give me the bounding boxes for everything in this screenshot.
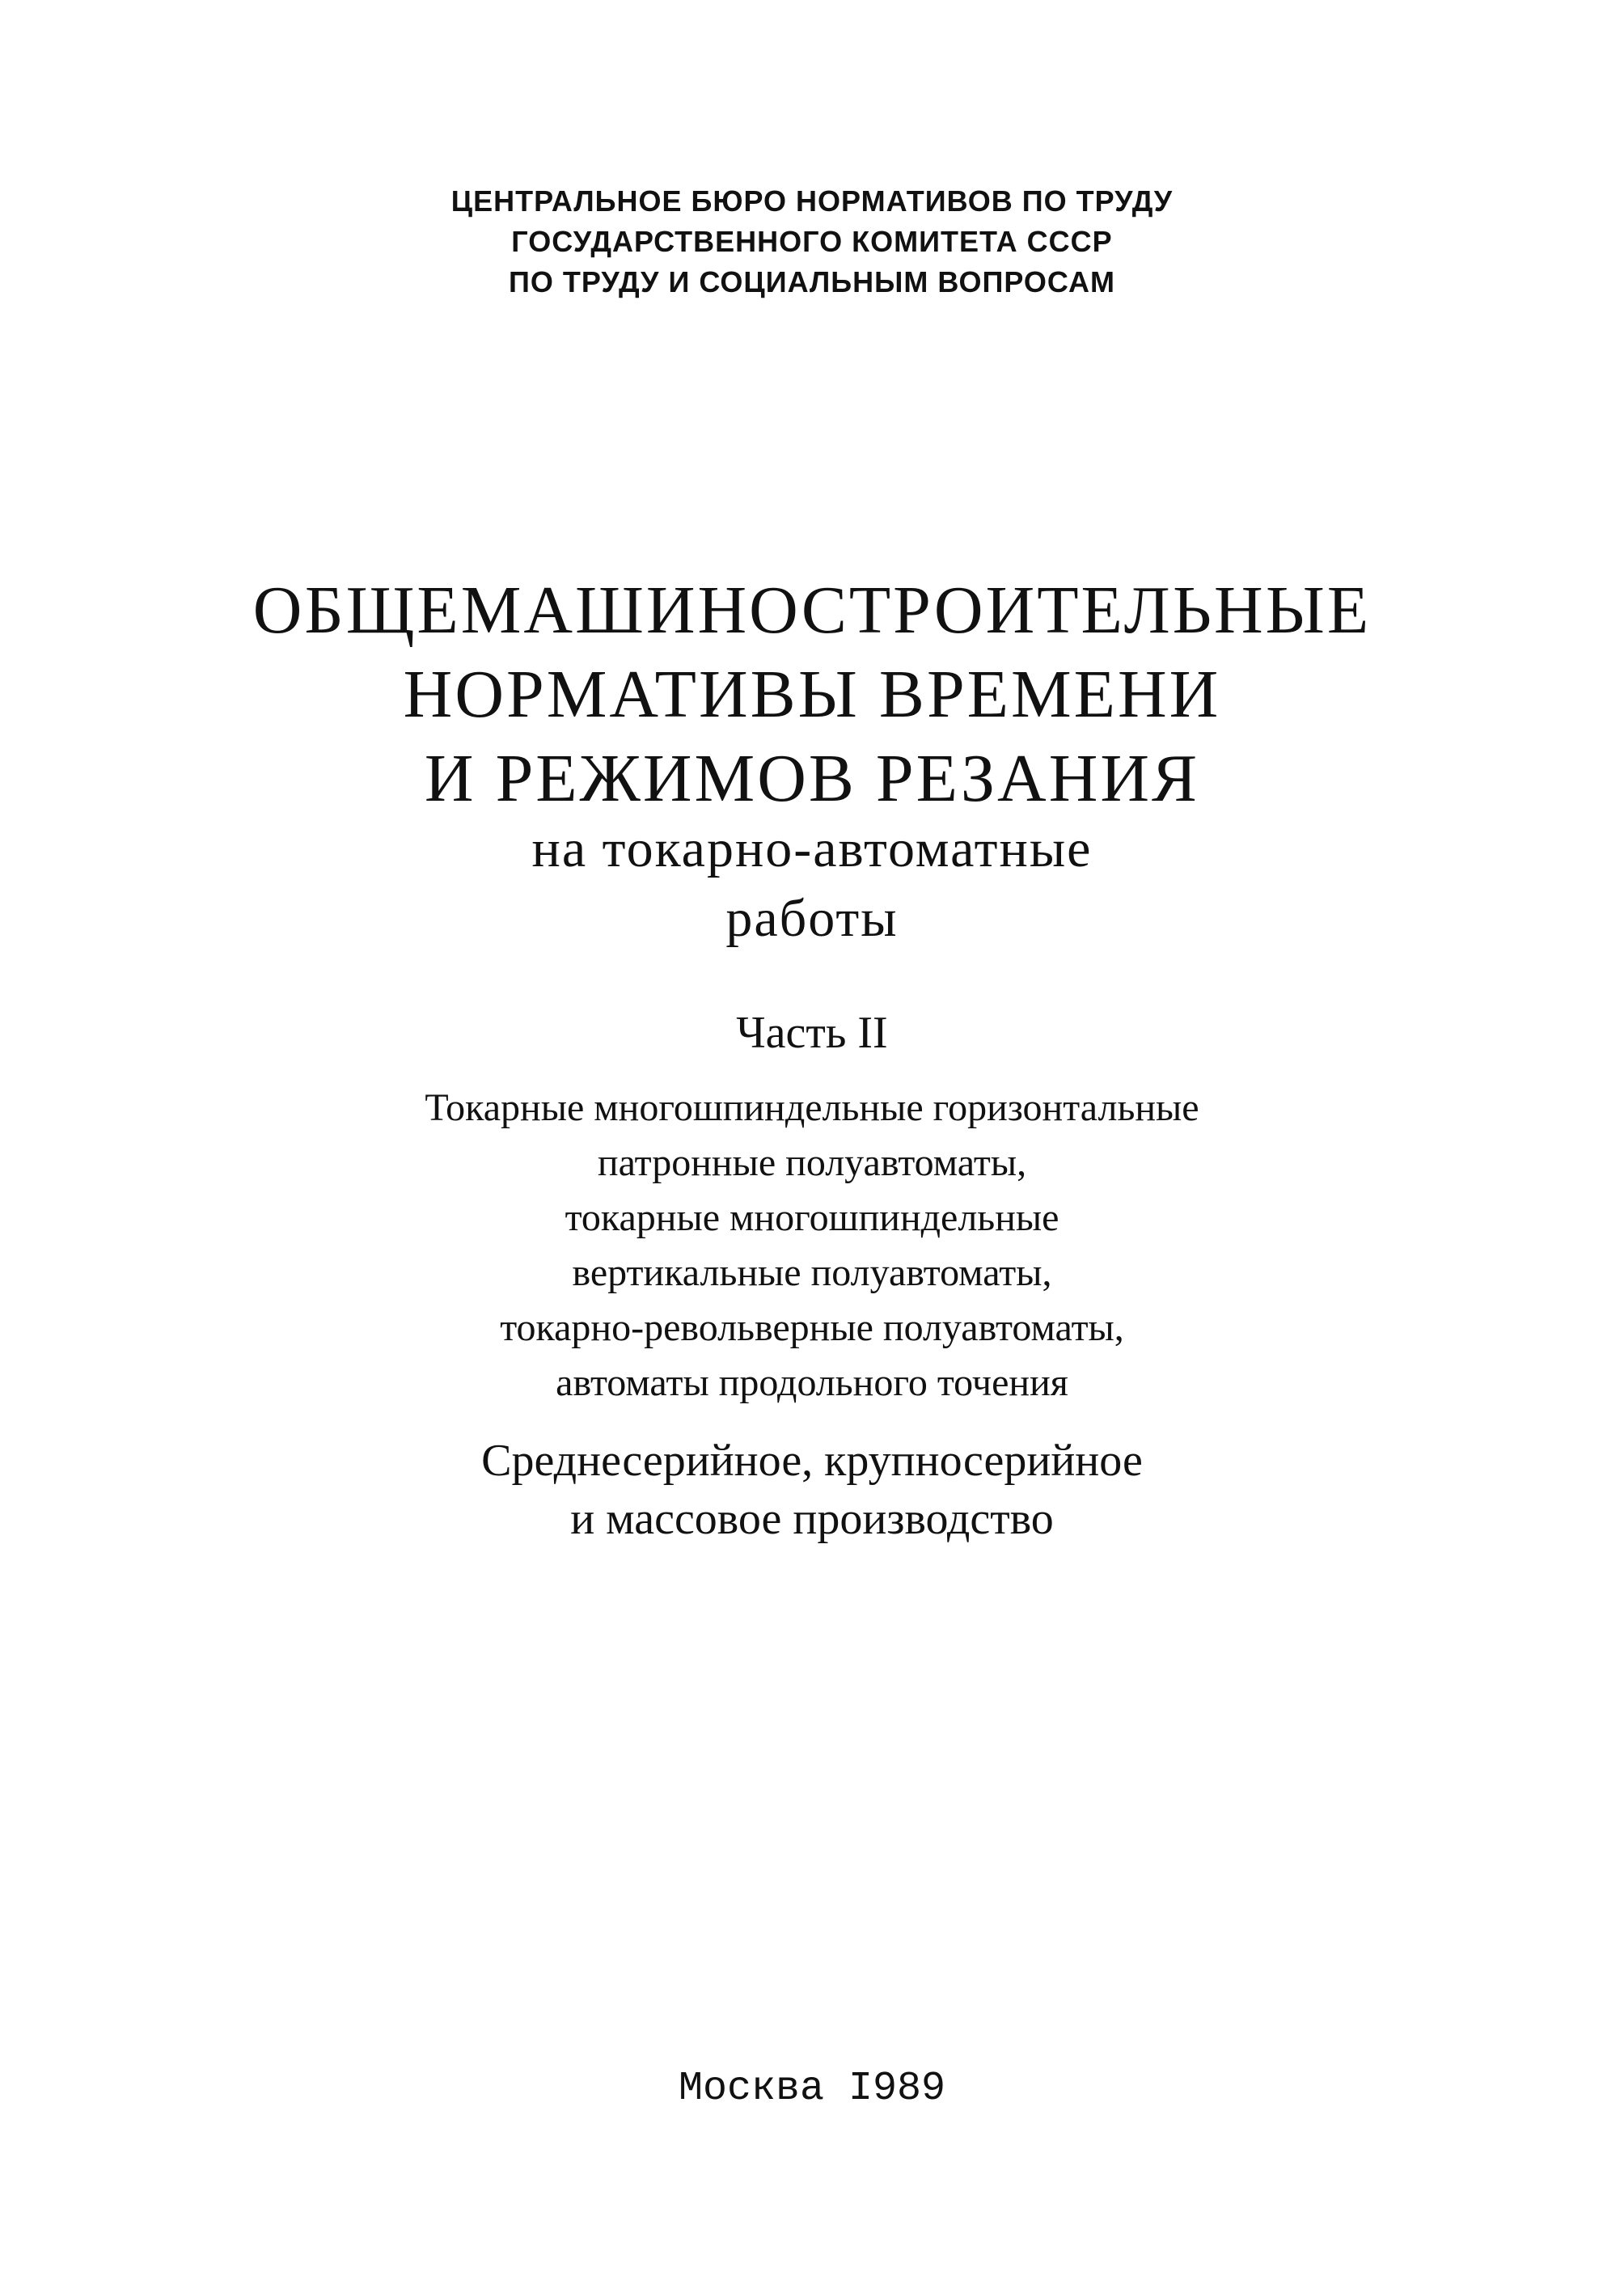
machine-types-line-2: патронные полуавтоматы, <box>597 1141 1027 1184</box>
subtitle-line-2: работы <box>725 889 899 948</box>
machine-types-line-5: токарно-револьверные полуавтоматы, <box>500 1306 1124 1349</box>
organization-line-2: ГОСУДАРСТВЕННОГО КОМИТЕТА СССР <box>511 225 1113 258</box>
part-label: Часть II <box>736 1008 888 1058</box>
production-line-1: Среднесерийное, крупносерийное <box>481 1436 1143 1486</box>
production-line-2: и массовое производство <box>570 1494 1054 1544</box>
title-line-2: НОРМАТИВЫ ВРЕМЕНИ <box>403 657 1221 732</box>
machine-types-line-6: автоматы продольного точения <box>556 1361 1068 1404</box>
title-line-1: ОБЩЕМАШИНОСТРОИТЕЛЬНЫЕ <box>252 573 1372 648</box>
organization-line-3: ПО ТРУДУ И СОЦИАЛЬНЫМ ВОПРОСАМ <box>508 265 1116 298</box>
subtitle-line-1: на токарно-автоматные <box>531 819 1093 878</box>
title-line-3: И РЕЖИМОВ РЕЗАНИЯ <box>424 741 1200 816</box>
imprint-city-year: Москва I989 <box>678 2066 946 2112</box>
machine-types-line-1: Токарные многошпиндельные горизонтальные <box>425 1086 1199 1129</box>
organization-line-1: ЦЕНТРАЛЬНОЕ БЮРО НОРМАТИВОВ ПО ТРУДУ <box>450 184 1174 218</box>
machine-types-line-4: вертикальные полуавтоматы, <box>572 1251 1052 1294</box>
machine-types-line-3: токарные многошпиндельные <box>565 1196 1059 1239</box>
